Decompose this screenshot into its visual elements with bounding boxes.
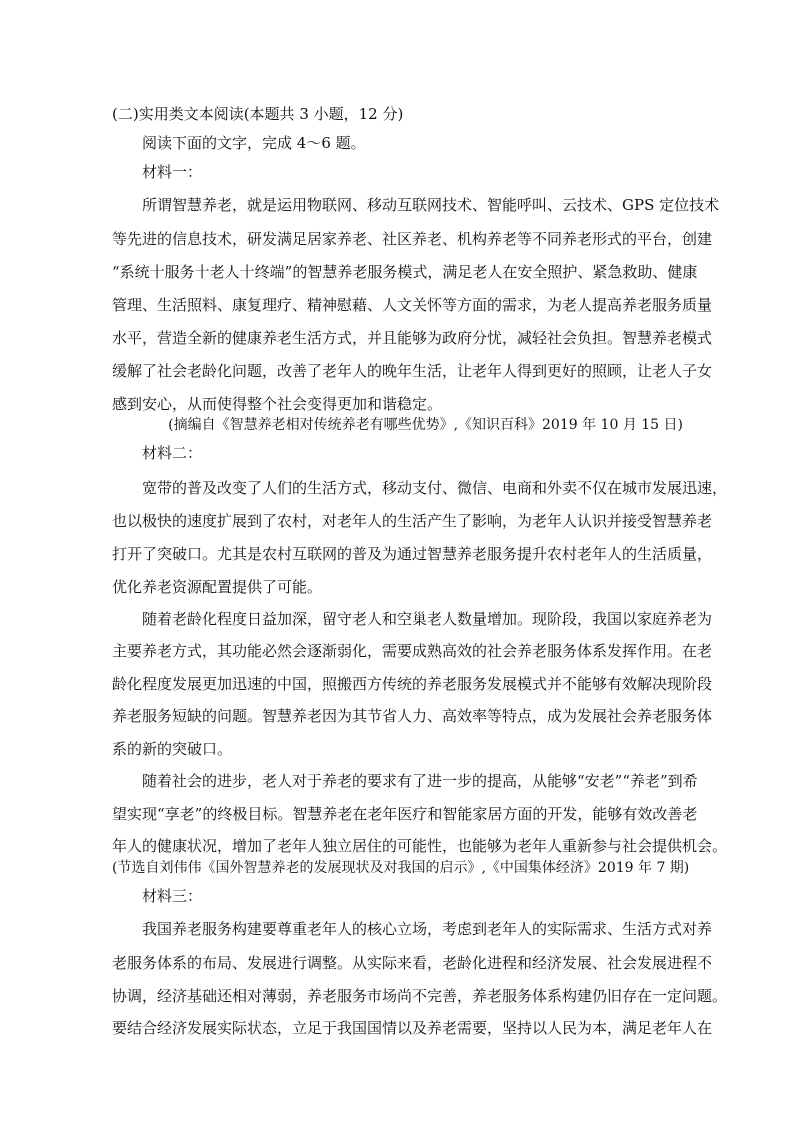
material2-line: 系的新的突破口。 bbox=[112, 740, 233, 758]
material1-line: 水平，营造全新的健康养老生活方式，并且能够为政府分忧，减轻社会负担。智慧养老模式 bbox=[112, 329, 713, 347]
material1-line: 缓解了社会老龄化问题，改善了老年人的晚年生活，让老年人得到更好的照顾，让老人子女 bbox=[112, 362, 713, 380]
material3-line: 我国养老服务构建要尊重老年人的核心立场，考虑到老年人的实际需求、生活方式对养 bbox=[142, 920, 713, 938]
material2-line: 随着社会的进步，老人对于养老的要求有了进一步的提高，从能够“安老”“养老”到希 bbox=[142, 772, 698, 790]
material2-line: 年人的健康状况，增加了老年人独立居住的可能性，也能够为老年人重新参与社会提供机会。 bbox=[112, 837, 728, 855]
material1-line: 管理、生活照料、康复理疗、精神慰藉、人文关怀等方面的需求，为老人提高养老服务质量 bbox=[112, 296, 713, 314]
material1-label: 材料一： bbox=[142, 163, 203, 181]
material2-line: 宽带的普及改变了人们的生活方式，移动支付、微信、电商和外卖不仅在城市发展迅速， bbox=[142, 479, 728, 497]
material2-line: 主要养老方式，其功能必然会逐渐弱化，需要成熟高效的社会养老服务体系发挥作用。在老 bbox=[112, 642, 713, 660]
material3-label: 材料三： bbox=[142, 887, 203, 905]
material2-line: 望实现“享老”的终极目标。智慧养老在老年医疗和智能家居方面的开发，能够有效改善老 bbox=[112, 805, 698, 823]
instruction: 阅读下面的文字，完成 4～6 题。 bbox=[142, 134, 366, 152]
material2-line: 打开了突破口。尤其是农村互联网的普及为通过智慧养老服务提升农村老年人的生活质量， bbox=[112, 545, 713, 563]
material2-line: 龄化程度发展更加迅速的中国，照搬西方传统的养老服务发展模式并不能够有效解决现阶段 bbox=[112, 675, 713, 693]
material2-label: 材料二： bbox=[142, 444, 203, 462]
section-heading: (二)实用类文本阅读(本题共 3 小题，12 分) bbox=[112, 105, 404, 123]
material2-line: 养老服务短缺的问题。智慧养老因为其节省人力、高效率等特点，成为发展社会养老服务体 bbox=[112, 707, 713, 725]
material2-line: 随着老龄化程度日益加深，留守老人和空巢老人数量增加。现阶段，我国以家庭养老为 bbox=[142, 610, 713, 628]
material1-line: “系统十服务十老人十终端”的智慧养老服务模式，满足老人在安全照护、紧急救助、健康 bbox=[112, 263, 698, 281]
material1-source: (摘编自《智慧养老相对传统养老有哪些优势》,《知识百科》2019 年 10 月 15 日) bbox=[168, 417, 683, 433]
material3-line: 老服务体系的布局、发展进行调整。从实际来看，老龄化进程和经济发展、社会发展进程不 bbox=[112, 954, 713, 972]
material2-source: (节选自刘伟伟《国外智慧养老的发展现状及对我国的启示》,《中国集体经济》2019 年 7 期) bbox=[112, 860, 690, 876]
material1-line: 等先进的信息技术，研发满足居家养老、社区养老、机构养老等不同养老形式的平台，创建 bbox=[112, 230, 713, 248]
material2-line: 也以极快的速度扩展到了农村，对老年人的生活产生了影响，为老年人认识并接受智慧养老 bbox=[112, 512, 713, 530]
material2-line: 优化养老资源配置提供了可能。 bbox=[112, 578, 323, 596]
material3-line: 协调，经济基础还相对薄弱，养老服务市场尚不完善，养老服务体系构建仍旧存在一定问题。 bbox=[112, 987, 728, 1005]
material1-line: 感到安心，从而使得整个社会变得更加和谐稳定。 bbox=[112, 395, 443, 413]
material3-line: 要结合经济发展实际状态，立足于我国国情以及养老需要，坚持以人民为本，满足老年人在 bbox=[112, 1019, 713, 1037]
material1-line: 所谓智慧养老，就是运用物联网、移动互联网技术、智能呼叫、云技术、GPS 定位技术 bbox=[142, 196, 720, 214]
